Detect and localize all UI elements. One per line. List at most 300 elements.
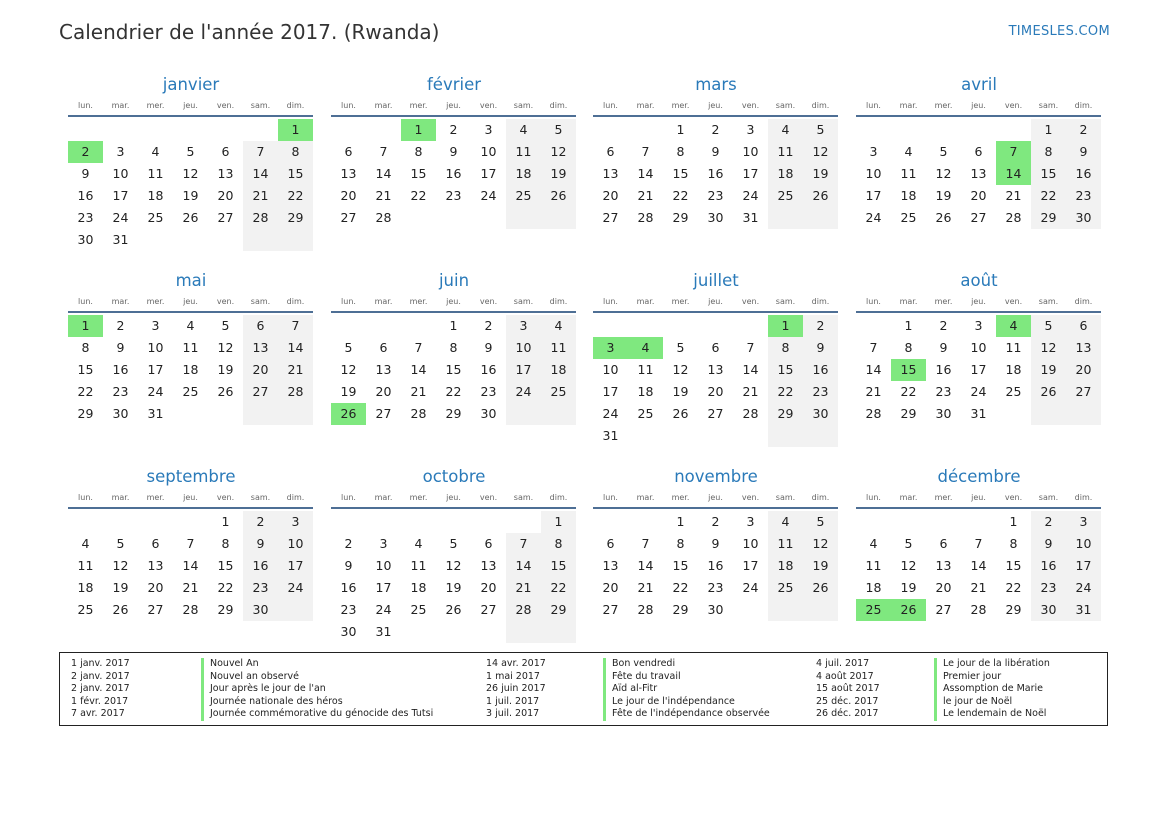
month-divider [856,311,1101,313]
day-cell: 3 [151,318,160,333]
holiday-date: 1 juil. 2017 [486,695,540,707]
day-cell: 25 [768,185,803,207]
day-cell: 1 [541,511,576,533]
day-cell: 3 [1066,511,1101,533]
day-cell: 14 [506,555,541,577]
weekday-header [593,296,839,310]
day-cell: 26 [803,185,838,207]
day-cell: 2 [344,536,353,551]
day-grid [68,315,314,425]
empty-cell [278,403,313,425]
day-cell: 12 [182,166,199,181]
day-cell: 16 [1031,555,1066,577]
day-cell: 12 [340,362,357,377]
day-cell: 6 [379,340,388,355]
day-cell: 31 [602,428,619,443]
day-cell: 14 [865,362,882,377]
empty-cell [996,403,1031,425]
weekday-label: mer. [934,493,953,502]
weekday-label: mer. [409,297,428,306]
day-cell: 26 [1031,381,1066,403]
day-cell: 24 [742,580,759,595]
day-cell: 20 [243,359,278,381]
day-cell: 17 [970,362,987,377]
day-cell: 29 [1031,207,1066,229]
month-block [856,270,1102,425]
empty-cell [628,315,663,337]
day-cell: 29 [541,599,576,621]
day-cell: 19 [900,580,917,595]
day-cell: 4 [186,318,195,333]
month-name: janvier [162,75,220,94]
day-cell: 22 [1031,185,1066,207]
day-cell: 30 [243,599,278,621]
day-cell: 28 [182,602,199,617]
day-cell: 11 [865,558,882,573]
day-cell: 13 [480,558,497,573]
day-cell: 8 [904,340,913,355]
holiday-legend [59,652,1108,726]
day-grid [331,315,577,425]
day-cell: 1 [1031,119,1066,141]
day-cell: 24 [1066,577,1101,599]
day-cell: 8 [278,141,313,163]
empty-cell [593,511,628,533]
day-cell: 9 [1031,533,1066,555]
weekday-header [856,492,1102,506]
empty-cell [173,119,208,141]
empty-cell [68,511,103,533]
day-cell: 22 [900,384,917,399]
empty-cell [996,119,1031,141]
day-cell: 12 [541,141,576,163]
empty-cell [733,315,768,337]
weekday-label: jeu. [183,493,198,502]
day-grid [331,511,577,643]
day-cell: 28 [865,406,882,421]
day-cell: 23 [707,580,724,595]
day-cell: 19 [803,555,838,577]
day-cell: 22 [672,580,689,595]
day-cell: 14 [742,362,759,377]
day-cell: 12 [803,141,838,163]
day-cell: 18 [77,580,94,595]
weekday-label: lun. [341,297,356,306]
weekday-label: lun. [866,493,881,502]
day-cell: 27 [707,406,724,421]
day-cell: 10 [865,166,882,181]
weekday-header [331,296,577,310]
month-divider [68,507,313,509]
day-grid [593,315,839,447]
day-cell: 3 [379,536,388,551]
day-cell: 25 [77,602,94,617]
weekday-header [856,100,1102,114]
month-name: mai [175,271,207,290]
empty-cell [278,229,313,251]
weekday-label: jeu. [183,101,198,110]
day-cell: 15 [77,362,94,377]
month-name: décembre [937,467,1021,486]
day-cell: 27 [1066,381,1101,403]
month-block [68,466,314,621]
month-block [331,466,577,643]
day-cell: 19 [112,580,129,595]
day-cell: 7 [278,315,313,337]
day-cell: 24 [147,384,164,399]
day-cell: 23 [340,602,357,617]
empty-cell [803,207,838,229]
day-cell: 10 [112,166,129,181]
day-cell: 18 [506,163,541,185]
day-cell: 24 [506,381,541,403]
day-cell: 8 [676,536,685,551]
page-title: Calendrier de l'année 2017. (Rwanda) [59,20,440,44]
day-cell: 17 [147,362,164,377]
day-cell: 18 [768,163,803,185]
weekday-label: mar. [636,101,655,110]
day-grid [856,119,1102,229]
day-cell: 24 [112,210,129,225]
empty-cell [733,425,768,447]
day-cell: 27 [243,381,278,403]
day-cell: 21 [1005,188,1022,203]
day-cell: 25 [147,210,164,225]
day-cell: 10 [742,144,759,159]
day-cell: 30 [1066,207,1101,229]
empty-cell [506,207,541,229]
day-cell: 7 [974,536,983,551]
day-cell: 19 [541,163,576,185]
empty-cell [698,425,733,447]
month-divider [856,115,1101,117]
empty-cell [856,119,891,141]
day-cell: 5 [803,119,838,141]
day-cell: 5 [344,340,353,355]
day-cell: 2 [1031,511,1066,533]
weekday-label: sam. [513,297,534,306]
day-cell: 26 [331,403,366,425]
month-divider [593,507,838,509]
day-cell: 19 [182,188,199,203]
weekday-label: mar. [636,493,655,502]
day-cell: 22 [541,577,576,599]
day-cell: 11 [147,166,164,181]
holiday-date: 3 juil. 2017 [486,708,540,720]
day-cell: 16 [1066,163,1101,185]
day-cell: 5 [541,119,576,141]
weekday-label: mar. [899,297,918,306]
day-cell: 11 [900,166,917,181]
day-cell: 21 [865,384,882,399]
day-cell: 16 [77,188,94,203]
day-cell: 29 [672,602,689,617]
day-cell: 30 [480,406,497,421]
weekday-label: mer. [409,101,428,110]
day-cell: 31 [742,210,759,225]
day-cell: 18 [147,188,164,203]
day-cell: 9 [81,166,90,181]
holiday-name: Nouvel an observé [201,671,299,684]
empty-cell [698,315,733,337]
day-cell: 21 [506,577,541,599]
day-cell: 22 [217,580,234,595]
month-name: octobre [422,467,486,486]
weekday-label: sam. [775,493,796,502]
day-cell: 18 [182,362,199,377]
weekday-label: sam. [513,101,534,110]
empty-cell [593,315,628,337]
weekday-label: mar. [111,101,130,110]
day-cell: 27 [602,602,619,617]
empty-cell [768,599,803,621]
day-cell: 1 [449,318,458,333]
day-cell: 11 [768,141,803,163]
day-cell: 12 [217,340,234,355]
weekday-label: dim. [1074,101,1093,110]
month-divider [856,507,1101,509]
day-cell: 15 [445,362,462,377]
weekday-label: sam. [775,101,796,110]
day-cell: 14 [243,163,278,185]
day-cell: 18 [410,580,427,595]
day-cell: 2 [711,122,720,137]
day-cell: 26 [891,599,926,621]
day-cell: 18 [865,580,882,595]
empty-cell [541,207,576,229]
weekday-label: mer. [671,297,690,306]
day-cell: 30 [803,403,838,425]
day-grid [856,511,1102,621]
day-cell: 27 [602,210,619,225]
day-cell: 1 [676,514,685,529]
day-cell: 5 [904,536,913,551]
weekday-label: jeu. [446,101,461,110]
day-cell: 16 [935,362,952,377]
day-cell: 5 [939,144,948,159]
empty-cell [366,119,401,141]
weekday-label: dim. [286,297,305,306]
day-cell: 10 [375,558,392,573]
weekday-label: mar. [111,297,130,306]
weekday-header [68,100,314,114]
site-link[interactable]: TIMESLES.COM [1008,24,1110,39]
day-cell: 12 [445,558,462,573]
day-grid [331,119,577,229]
weekday-label: lun. [866,101,881,110]
empty-cell [173,511,208,533]
day-cell: 4 [414,536,423,551]
weekday-header [68,296,314,310]
day-cell: 8 [81,340,90,355]
day-cell: 9 [243,533,278,555]
day-cell: 7 [746,340,755,355]
day-cell: 25 [506,185,541,207]
month-divider [593,311,838,313]
day-cell: 10 [1066,533,1101,555]
day-cell: 19 [935,188,952,203]
weekday-label: sam. [1038,101,1059,110]
month-block [331,270,577,425]
day-cell: 21 [637,580,654,595]
day-cell: 6 [151,536,160,551]
weekday-label: sam. [775,297,796,306]
day-cell: 29 [217,602,234,617]
empty-cell [331,119,366,141]
holiday-date: 14 avr. 2017 [486,658,546,669]
day-cell: 24 [602,406,619,421]
day-cell: 5 [676,340,685,355]
day-cell: 7 [641,536,650,551]
day-cell: 6 [1066,315,1101,337]
holiday-date: 26 juin 2017 [486,683,546,695]
day-cell: 7 [243,141,278,163]
empty-cell [401,315,436,337]
day-cell: 29 [900,406,917,421]
month-name: mars [695,75,737,94]
weekday-label: ven. [741,297,760,306]
day-cell: 7 [379,144,388,159]
day-cell: 2 [449,122,458,137]
day-cell: 13 [602,558,619,573]
day-cell: 16 [480,362,497,377]
day-cell: 2 [939,318,948,333]
holiday-date: 1 févr. 2017 [71,695,129,707]
day-cell: 5 [1031,315,1066,337]
day-cell: 29 [768,403,803,425]
day-cell: 21 [970,580,987,595]
day-cell: 16 [340,580,357,595]
day-cell: 9 [711,144,720,159]
day-cell: 3 [869,144,878,159]
day-cell: 13 [935,558,952,573]
empty-cell [541,403,576,425]
weekday-label: jeu. [446,297,461,306]
day-cell: 21 [742,384,759,399]
empty-cell [506,621,541,643]
day-cell: 3 [746,514,755,529]
day-cell: 28 [742,406,759,421]
day-cell: 2 [484,318,493,333]
day-cell: 3 [484,122,493,137]
day-cell: 7 [506,533,541,555]
day-cell: 25 [182,384,199,399]
day-cell: 12 [1031,337,1066,359]
weekday-label: dim. [549,493,568,502]
day-cell: 8 [1031,141,1066,163]
empty-cell [366,511,401,533]
weekday-label: dim. [811,101,830,110]
day-cell: 23 [1066,185,1101,207]
day-cell: 26 [112,602,129,617]
day-cell: 1 [221,514,230,529]
empty-cell [103,119,138,141]
empty-cell [663,425,698,447]
day-cell: 4 [768,119,803,141]
day-cell: 26 [541,185,576,207]
day-cell: 11 [410,558,427,573]
day-cell: 13 [602,166,619,181]
empty-cell [768,425,803,447]
day-cell: 30 [707,602,724,617]
empty-cell [593,119,628,141]
day-cell: 20 [970,188,987,203]
month-block [856,74,1102,229]
empty-cell [208,403,243,425]
holiday-name: Assomption de Marie [934,683,1043,696]
day-grid [593,119,839,229]
holiday-name: Journée commémorative du génocide des Tutsi [201,708,433,721]
day-cell: 20 [375,384,392,399]
day-cell: 28 [278,381,313,403]
day-cell: 26 [217,384,234,399]
month-name: février [426,75,482,94]
day-cell: 6 [243,315,278,337]
day-cell: 13 [707,362,724,377]
day-cell: 6 [221,144,230,159]
day-cell: 25 [768,577,803,599]
day-cell: 10 [480,144,497,159]
day-cell: 15 [541,555,576,577]
weekday-label: lun. [341,101,356,110]
day-cell: 19 [803,163,838,185]
holiday-name: Fête de l'indépendance observée [603,708,770,721]
day-cell: 28 [506,599,541,621]
weekday-header [593,100,839,114]
day-cell: 15 [1031,163,1066,185]
month-divider [68,115,313,117]
weekday-label: ven. [479,493,498,502]
empty-cell [436,511,471,533]
day-cell: 12 [900,558,917,573]
day-cell: 12 [112,558,129,573]
weekday-label: mer. [409,493,428,502]
empty-cell [628,511,663,533]
day-cell: 1 [768,315,803,337]
day-cell: 22 [672,188,689,203]
day-cell: 15 [410,166,427,181]
weekday-label: jeu. [708,493,723,502]
day-cell: 20 [480,580,497,595]
day-cell: 30 [707,210,724,225]
empty-cell [68,119,103,141]
day-cell: 28 [637,602,654,617]
day-cell: 14 [410,362,427,377]
day-cell: 17 [112,188,129,203]
day-cell: 9 [1066,141,1101,163]
day-cell: 24 [278,577,313,599]
empty-cell [471,511,506,533]
day-cell: 28 [1005,210,1022,225]
day-cell: 10 [970,340,987,355]
day-cell: 18 [900,188,917,203]
weekday-header [593,492,839,506]
day-grid [68,119,314,251]
month-block [856,466,1102,621]
day-cell: 2 [116,318,125,333]
day-cell: 5 [449,536,458,551]
day-cell: 25 [856,599,891,621]
weekday-label: ven. [216,101,235,110]
day-cell: 14 [182,558,199,573]
weekday-label: ven. [216,493,235,502]
day-cell: 25 [1005,384,1022,399]
weekday-label: dim. [1074,493,1093,502]
day-cell: 11 [77,558,94,573]
weekday-label: lun. [78,493,93,502]
day-cell: 6 [344,144,353,159]
day-cell: 20 [1066,359,1101,381]
